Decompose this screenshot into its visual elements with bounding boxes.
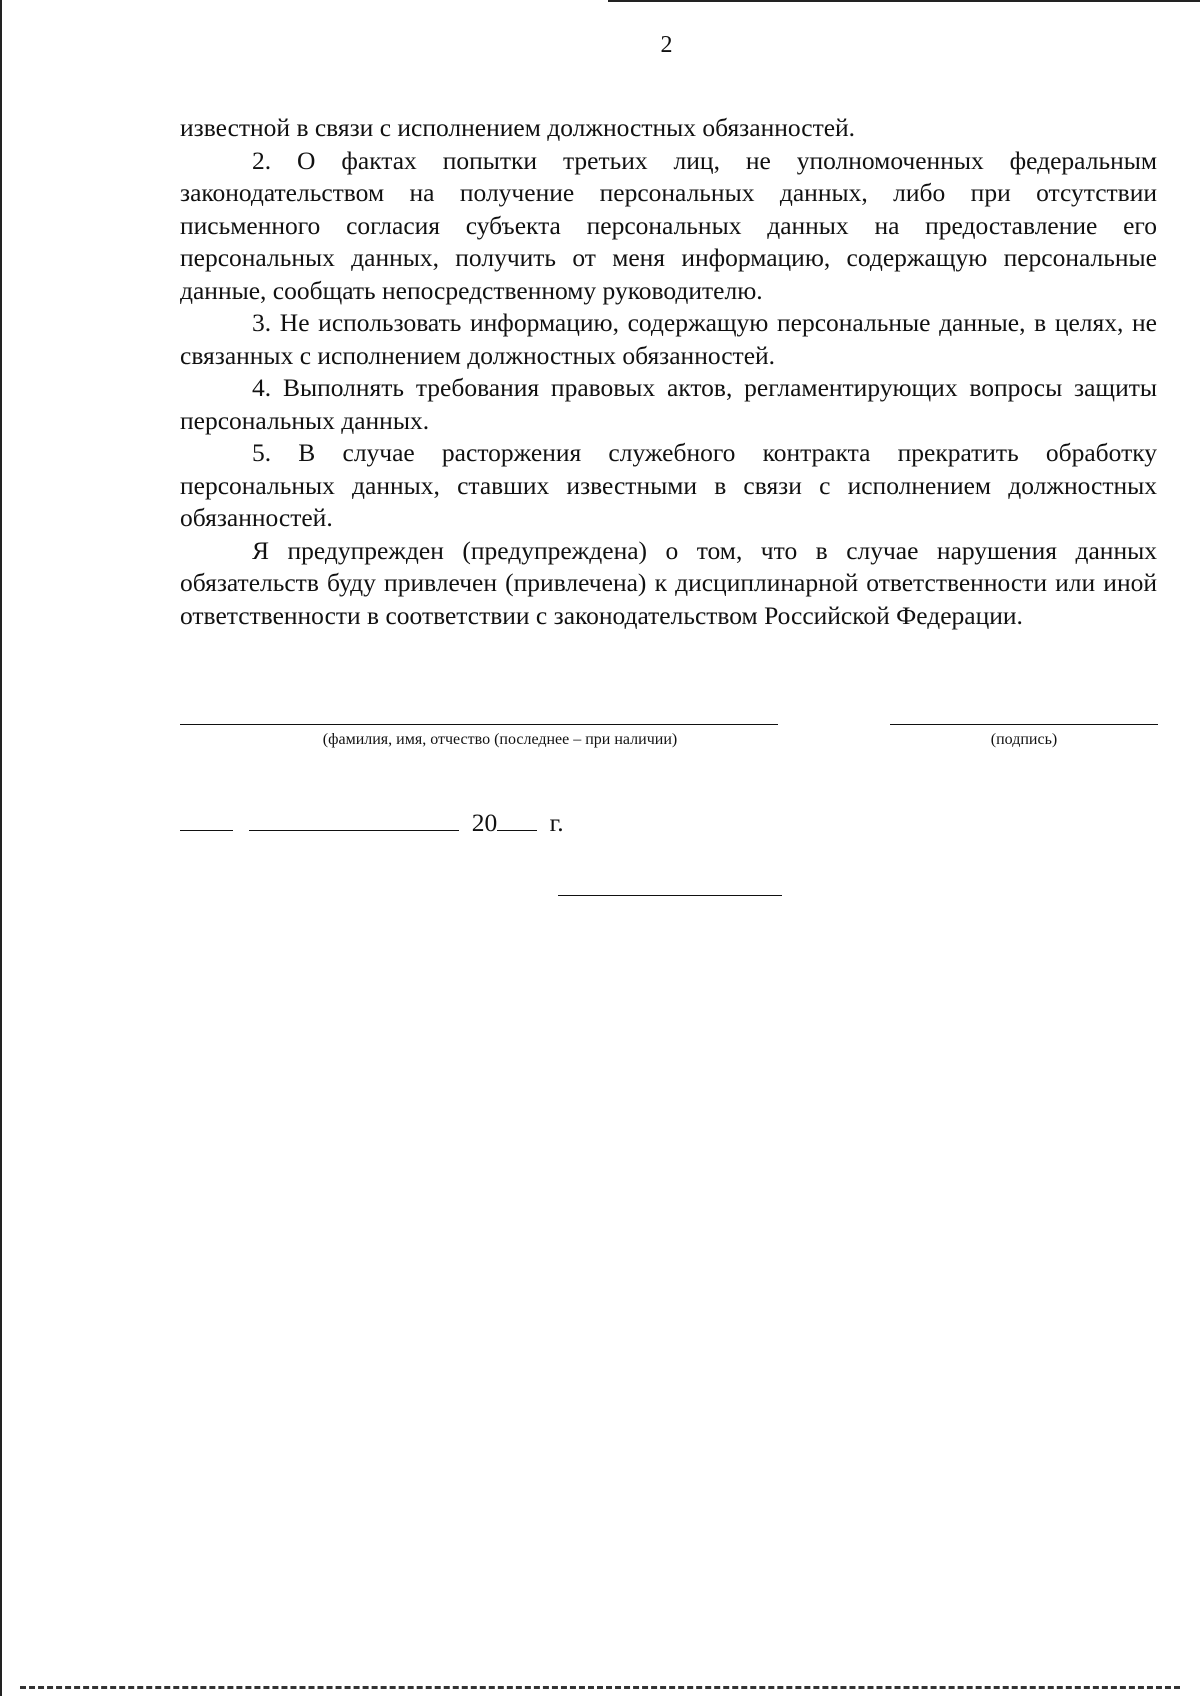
paragraph-warning: Я предупрежден (предупреждена) о том, что в случае нарушения данных обязательств буду привлечен (привлечена) к дисциплинарной ответственности или иной ответственности в соответствии с законодательством Российской Федерации. (180, 535, 1157, 630)
bottom-signature-line (558, 895, 782, 896)
paragraph-continuation: известной в связи с исполнением должностных обязанностей. (180, 113, 856, 142)
scan-edge-left (0, 0, 2, 1696)
signature-caption: (подпись) (990, 731, 1058, 748)
scan-top-line (608, 0, 1200, 2)
date-year-suffix: г. (549, 808, 564, 837)
paragraph-item-5: 5. В случае расторжения служебного контракта прекратить обработку персональных данных, ставших известными в связи с исполнением должностных обязанностей. (180, 438, 1157, 532)
name-caption: (фамилия, имя, отчество (последнее – при наличии) (322, 731, 678, 748)
date-day-blank (180, 806, 233, 831)
scan-bottom-line (20, 1686, 1180, 1689)
signature-line (890, 724, 1158, 725)
date-row (180, 806, 564, 840)
paragraph-item-3: 3. Не использовать информацию, содержащую персональные данные, в целях, не связанных с исполнением должностных обязанностей. (180, 308, 1157, 370)
date-year-prefix: 20 (471, 808, 498, 837)
paragraph-item-2: 2. О фактах попытки третьих лиц, не уполномоченных федеральным законодательством на получение персональных данных, либо при отсутствии письменного согласия субъекта персональных данных на предоставление его персональных данных, получить от меня информацию, содержащую персональные данные, сообщать непосредственному руководителю. (180, 145, 1157, 305)
document-body (180, 112, 1157, 632)
name-signature-line (180, 724, 778, 725)
paragraph-item-4: 4. Выполнять требования правовых актов, регламентирующих вопросы защиты персональных данных. (180, 373, 1157, 435)
page-number: 2 (660, 32, 673, 58)
date-year-blank (497, 806, 537, 831)
date-month-blank (249, 806, 459, 831)
